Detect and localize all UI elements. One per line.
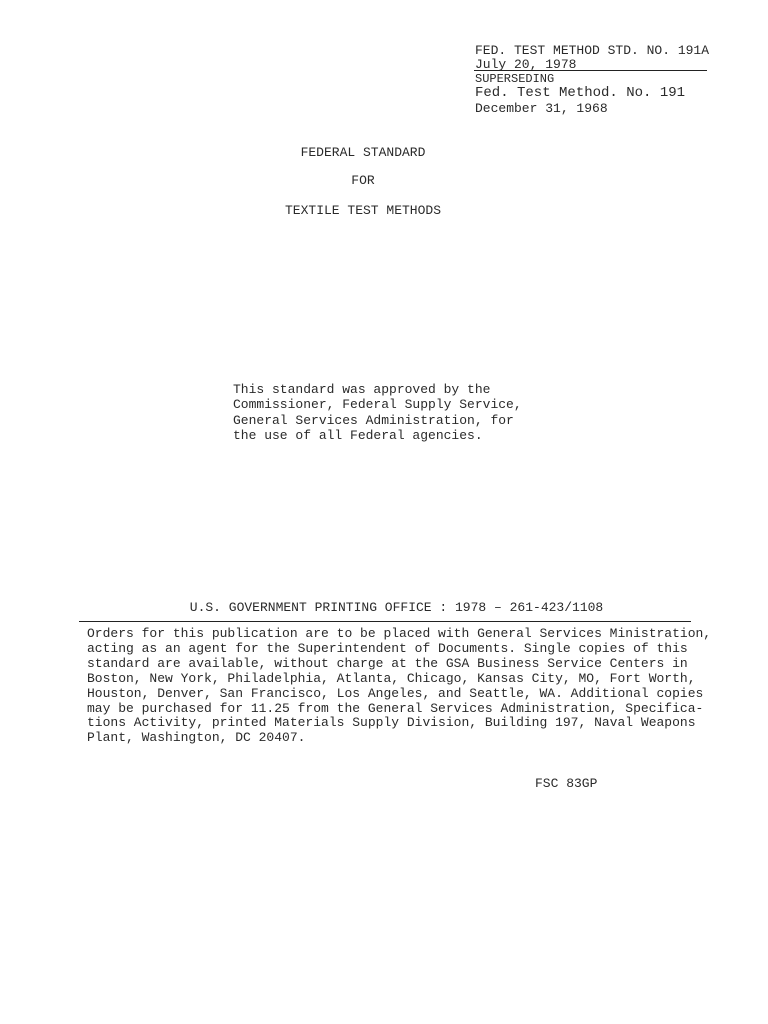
standard-date: July 20, 1978 (475, 57, 577, 72)
approval-paragraph: This standard was approved by the Commissioner, Federal Supply Service, General Services Administration, for the use of all Federal agencies. (233, 382, 522, 443)
title-line-2: FOR (351, 173, 375, 188)
title-line-3: TEXTILE TEST METHODS (284, 203, 442, 218)
fsc-code: FSC 83GP (535, 776, 598, 791)
superseding-label: SUPERSEDING (475, 72, 555, 86)
superseded-date: December 31, 1968 (475, 101, 608, 116)
orders-paragraph: Orders for this publication are to be placed with General Services Ministration, acting as an agent for the Superintendent of Documents. Single copies of this standard are available, without charge at the GSA Business Service Centers in Boston, New York, Philadelphia, Atlanta, Chicago, Kansas City, MO, Fort Worth, Houston, Denver, San Francisco, Los Angeles, and Seattle, WA. Additional copies may be purchased for 11.25 from the General Services Administration, Specifica- tions Activity, printed Materials Supply Division, Building 197, Naval Weapons Plant, Washington, DC 20407. (87, 626, 712, 746)
standard-number: FED. TEST METHOD STD. NO. 191A (475, 43, 710, 58)
printing-office-divider (79, 621, 691, 622)
printing-office-line: U.S. GOVERNMENT PRINTING OFFICE : 1978 – 261-423/1108 (189, 600, 604, 615)
superseded-standard: Fed. Test Method. No. 191 (475, 85, 686, 101)
title-line-1: FEDERAL STANDARD (300, 145, 426, 160)
header-divider (474, 70, 707, 71)
